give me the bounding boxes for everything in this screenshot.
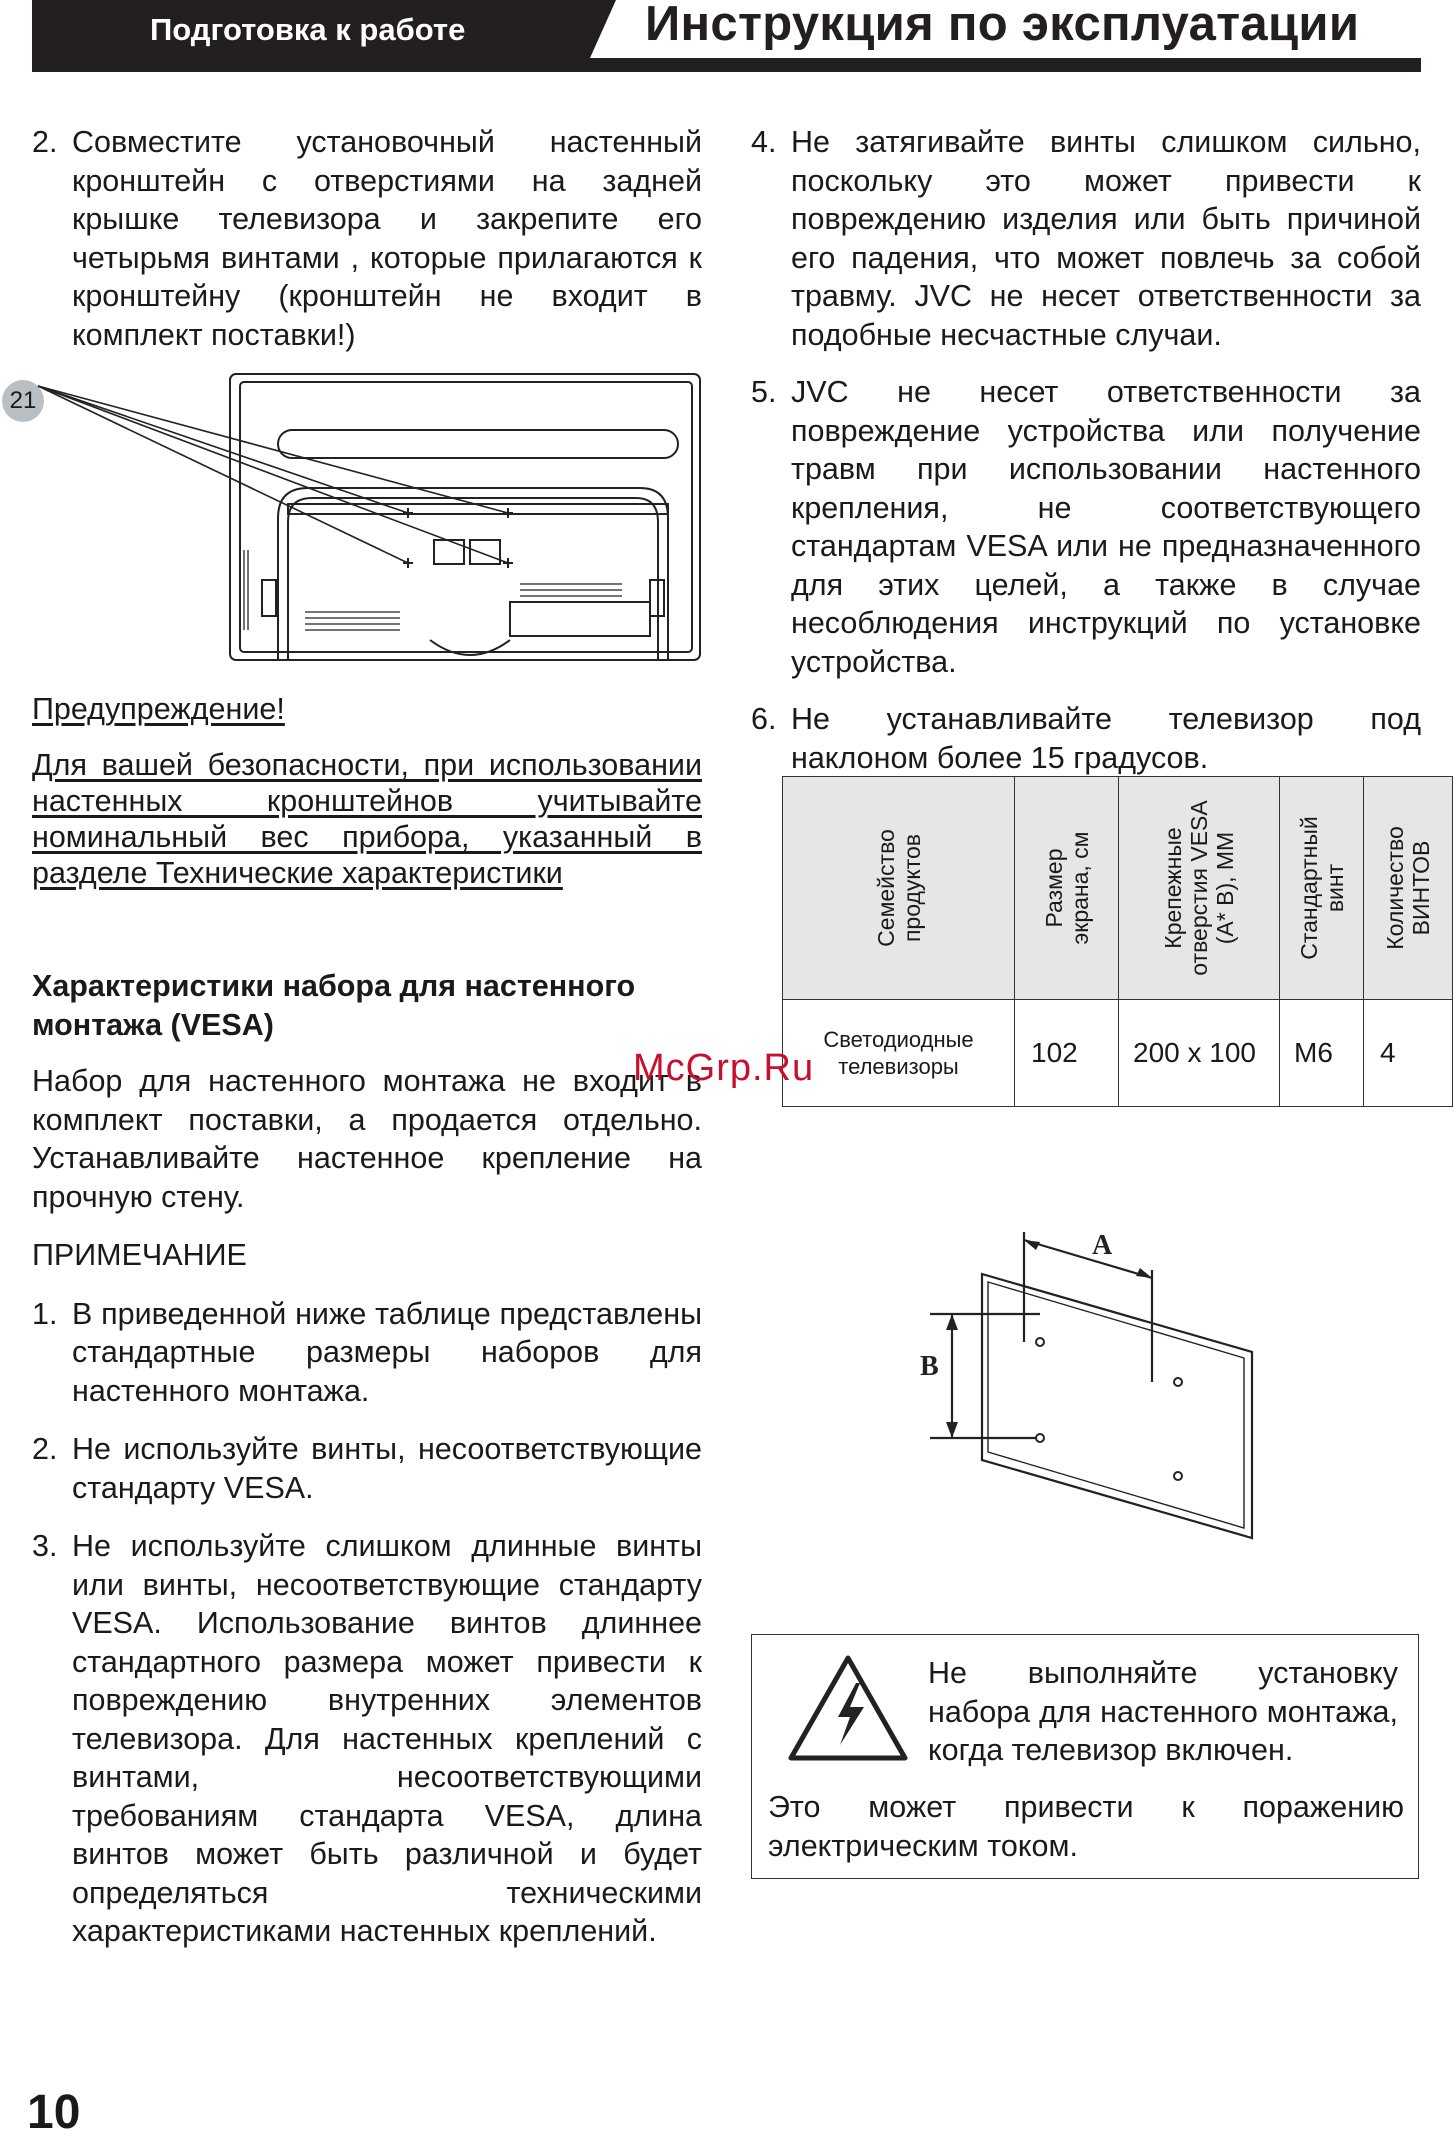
warning-text: Для вашей безопасности, при использовании настенных кронштейнов учитывайте номинальный вес прибора, указанный в разделе Технические характеристики bbox=[32, 747, 702, 890]
item-number: 5. bbox=[751, 375, 777, 409]
document-title: Инструкция по эксплуатации bbox=[645, 0, 1360, 51]
tv-back-illustration bbox=[30, 370, 710, 675]
note-text: Не используйте винты, несоответствующие стандарту VESA. bbox=[72, 1432, 702, 1505]
dimension-label-a: A bbox=[1092, 1230, 1113, 1261]
table-cell: 102 bbox=[1015, 1000, 1119, 1107]
section-text: Набор для настенного монтажа не входит в комплект поставки, а продается отдельно. Устанавливайте настенное крепление на прочную стену. bbox=[32, 1064, 702, 1214]
note-text: В приведенной ниже таблице представлены стандартные размеры наборов для настенного монтажа. bbox=[72, 1296, 702, 1408]
header-text: Семейство продуктов bbox=[872, 829, 925, 947]
vesa-diagram bbox=[900, 1220, 1270, 1550]
caution-box bbox=[751, 1634, 1419, 1879]
list-item bbox=[751, 700, 1421, 777]
table-row bbox=[783, 1000, 1453, 1107]
callout-number: 21 bbox=[9, 387, 37, 414]
note-number: 3. bbox=[32, 1529, 58, 1563]
vesa-table bbox=[782, 776, 1453, 1107]
right-list bbox=[751, 123, 1421, 777]
note-item bbox=[32, 1527, 702, 1951]
step-text: Совместите установочный настенный кронштейн с отверстиями на задней крышке телевизора и закрепите его четырьмя винтами , которые прилагаются к кронштейну (кронштейн не входит в комплект поставки!) bbox=[72, 125, 702, 352]
dimension-label-b: B bbox=[920, 1351, 939, 1382]
item-text: Не устанавливайте телевизор под наклоном более 15 градусов. bbox=[791, 702, 1421, 775]
step-2 bbox=[32, 123, 702, 354]
table-cell: 200 x 100 bbox=[1119, 1000, 1280, 1107]
table-header-cell bbox=[1119, 777, 1280, 1000]
caution-consequence: Это может привести к поражению электрическим током. bbox=[768, 1790, 1404, 1863]
header-text: Размер экрана, см bbox=[1040, 831, 1093, 945]
warning-block bbox=[32, 690, 702, 891]
note-label: ПРИМЕЧАНИЕ bbox=[32, 1238, 247, 1272]
note-number: 2. bbox=[32, 1432, 58, 1466]
section-title: Подготовка к работе bbox=[150, 12, 466, 47]
header-text: Количество ВИНТОВ bbox=[1382, 826, 1434, 950]
electric-shock-warning-icon bbox=[786, 1653, 910, 1763]
caution-text: Не выполняйте установку набора для настенного монтажа, когда телевизор включен. bbox=[928, 1656, 1398, 1767]
watermark: McGrp.Ru bbox=[633, 1047, 815, 1089]
warning-heading: Предупреждение! bbox=[32, 692, 285, 726]
item-number: 4. bbox=[751, 125, 777, 159]
note-item bbox=[32, 1295, 702, 1411]
note-item bbox=[32, 1430, 702, 1507]
item-text: Не затягивайте винты слишком сильно, поскольку это может привести к повреждению изделия или быть причиной его падения, что может повлечь за собой травму. JVC не несет ответственности за подобные несчастные случаи. bbox=[791, 125, 1421, 352]
section-heading: Характеристики набора для настенного монтажа (VESA) bbox=[32, 969, 636, 1042]
table-header-cell bbox=[1015, 777, 1119, 1000]
item-text: JVC не несет ответственности за повреждение устройства или получение травм при использовании настенного крепления, не соответствующего стандартам VESA или не предназначенного для этих целей, а также в случае несоблюдения инструкций по установке устройства. bbox=[791, 375, 1421, 679]
header-text: Стандартный винт bbox=[1295, 816, 1348, 960]
item-number: 6. bbox=[751, 702, 777, 736]
step-number: 2. bbox=[32, 125, 58, 159]
page-number: 10 bbox=[27, 2086, 81, 2139]
table-cell: M6 bbox=[1280, 1000, 1364, 1107]
table-cell: 4 bbox=[1364, 1000, 1453, 1107]
header-text: Крепежные отверстия VESA (A* B), MM bbox=[1160, 800, 1238, 976]
table-cell: Светодиодные телевизоры bbox=[783, 1000, 1015, 1107]
list-item bbox=[751, 373, 1421, 681]
table-header-cell bbox=[783, 777, 1015, 1000]
note-text: Не используйте слишком длинные винты или винты, несоответствующие стандарту VESA. Использование винтов длиннее стандартного размера может привести к повреждению внутренних элементов телевизора. Для настенных креплений с винтами, несоответствующими требованиям стандарта VESA, длина винтов может быть различной и будет определяться техническими характеристиками настенных креплений. bbox=[72, 1529, 702, 1948]
vesa-section bbox=[32, 967, 702, 1951]
table-header-cell bbox=[1364, 777, 1453, 1000]
note-number: 1. bbox=[32, 1296, 58, 1331]
table-header-row bbox=[783, 777, 1453, 1000]
list-item bbox=[751, 123, 1421, 354]
table-header-cell bbox=[1280, 777, 1364, 1000]
